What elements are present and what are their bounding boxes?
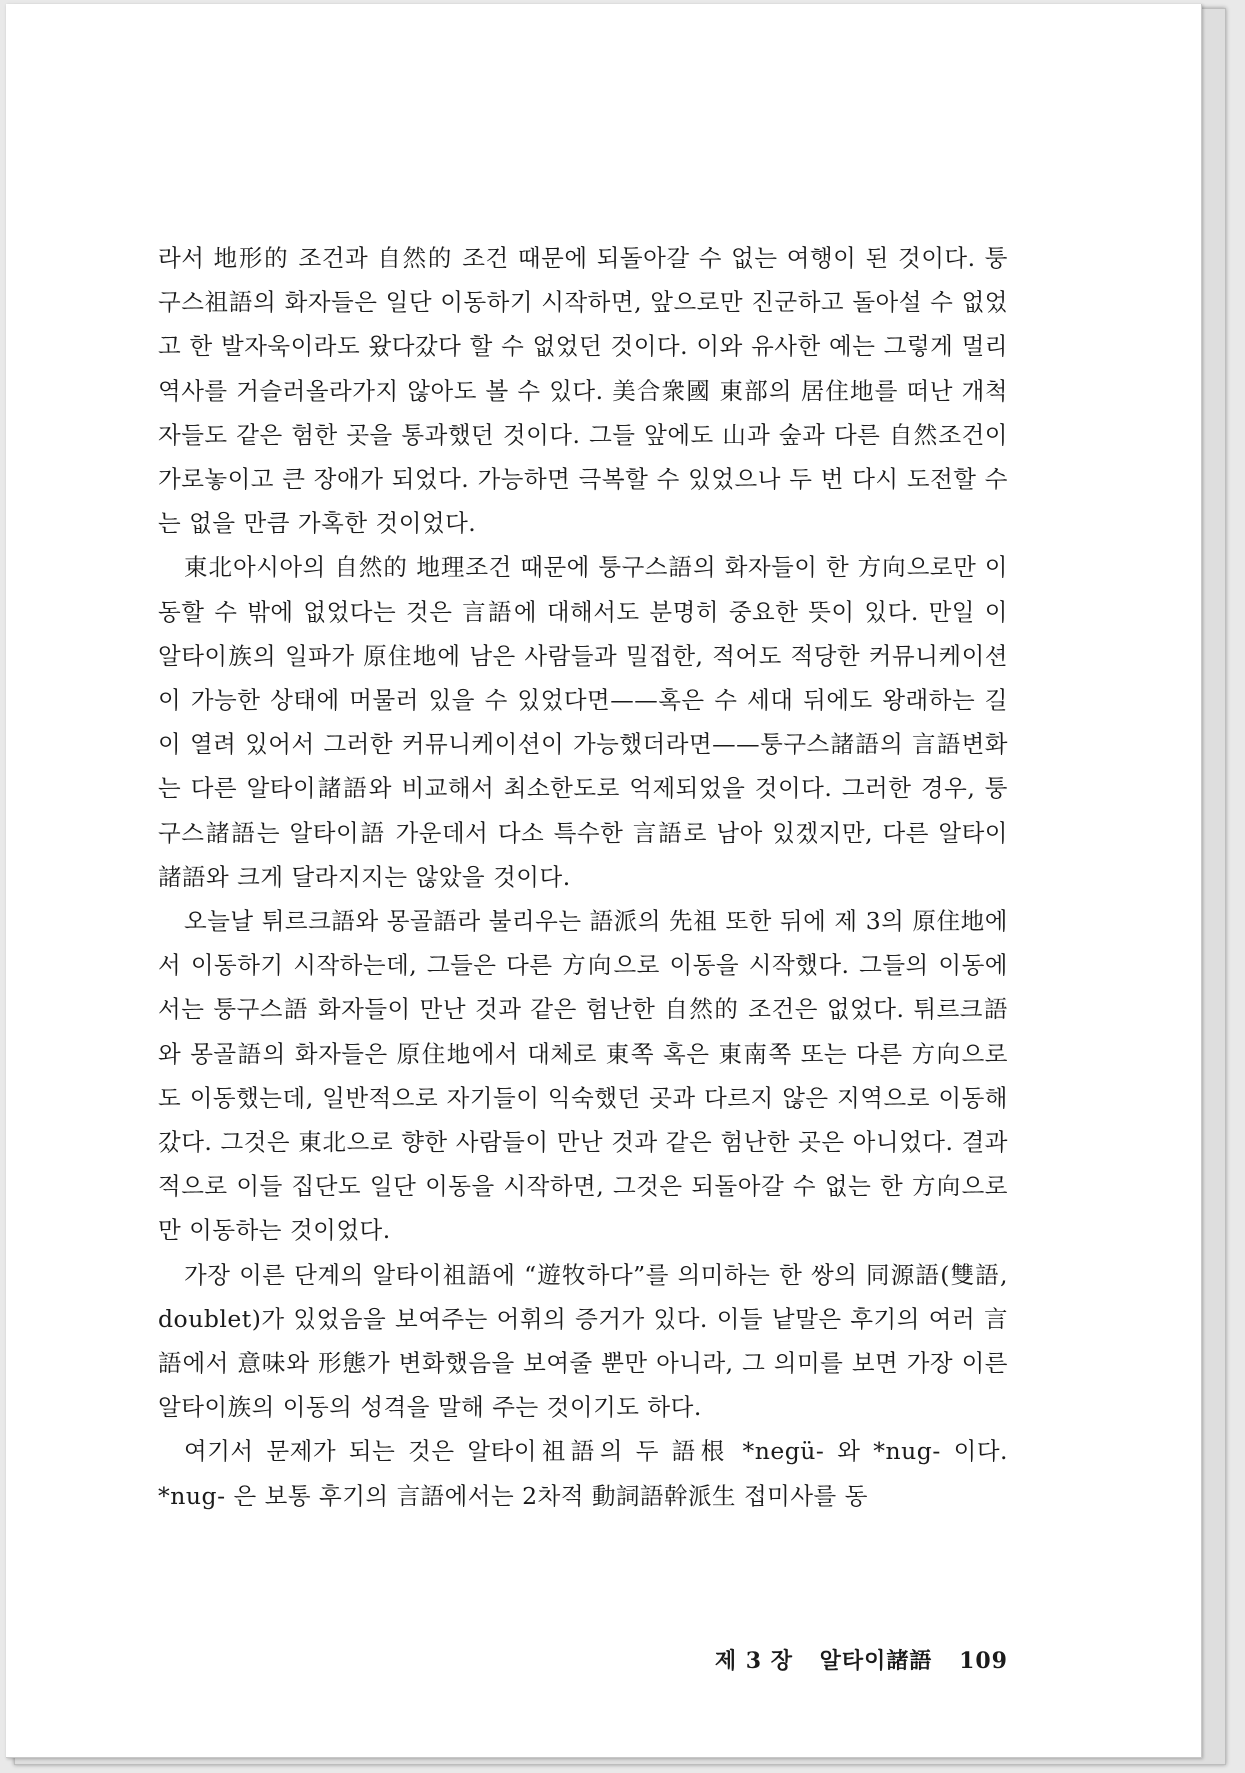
page-number: 109 (959, 1648, 1008, 1674)
running-footer (158, 1644, 1008, 1675)
paragraph-4: 가장 이른 단계의 알타이祖語에 “遊牧하다”를 의미하는 한 쌍의 同源語(雙語, doublet)가 있었음을 보여주는 어휘의 증거가 있다. 이들 낱말은 후기의 여러 言語에서 意味와 形態가 변화했음을 보여줄 뿐만 아니라, 그 의미를 보면 가장 이른 알타이族의 이동의 성격을 말해 주는 것이기도 하다. (158, 1260, 1008, 1422)
paragraph-1: 라서 地形的 조건과 自然的 조건 때문에 되돌아갈 수 없는 여행이 된 것이다. 퉁구스祖語의 화자들은 일단 이동하기 시작하면, 앞으로만 진군하고 돌아설 수 없었고 한 발자욱이라도 왔다갔다 할 수 없었던 것이다. 이와 유사한 예는 그렇게 멀리 역사를 거슬러올라가지 않아도 볼 수 있다. 美合衆國 東部의 居住地를 떠난 개척자들도 같은 험한 곳을 통과했던 것이다. 그들 앞에도 山과 숲과 다른 自然조건이 가로놓이고 큰 장애가 되었다. 가능하면 극복할 수 있었으나 두 번 다시 도전할 수는 없을 만큼 가혹한 것이었다. (158, 244, 1008, 538)
footer-title: 알타이諸語 (819, 1648, 933, 1674)
paragraph-5: 여기서 문제가 되는 것은 알타이祖語의 두 語根 *negü- 와 *nug- 이다. *nug- 은 보통 후기의 言語에서는 2차적 動詞語幹派生 접미사를 동 (158, 1437, 1008, 1510)
paragraph-3: 오늘날 튀르크語와 몽골語라 불리우는 語派의 先祖 또한 뒤에 제 3의 原住地에서 이동하기 시작하는데, 그들은 다른 方向으로 이동을 시작했다. 그들의 이동에서는 퉁구스語 화자들이 만난 것과 같은 험난한 自然的 조건은 없었다. 튀르크語와 몽골語의 화자들은 原住地에서 대체로 東쪽 혹은 東南쪽 또는 다른 方向으로도 이동했는데, 일반적으로 자기들이 익숙했던 곳과 다르지 않은 지역으로 이동해 갔다. 그것은 東北으로 향한 사람들이 만난 것과 같은 험난한 곳은 아니었다. 결과적으로 이들 집단도 일단 이동을 시작하면, 그것은 되돌아갈 수 없는 한 方向으로만 이동하는 것이었다. (158, 907, 1008, 1245)
book-page (6, 4, 1202, 1758)
body-text (158, 236, 1008, 1518)
footer-chapter: 제 3 장 (714, 1648, 793, 1674)
paragraph-2: 東北아시아의 自然的 地理조건 때문에 퉁구스語의 화자들이 한 方向으로만 이동할 수 밖에 없었다는 것은 言語에 대해서도 분명히 중요한 뜻이 있다. 만일 이 알타이族의 일파가 原住地에 남은 사람들과 밀접한, 적어도 적당한 커뮤니케이션이 가능한 상태에 머물러 있을 수 있었다면——혹은 수 세대 뒤에도 왕래하는 길이 열려 있어서 그러한 커뮤니케이션이 가능했더라면——퉁구스諸語의 言語변화는 다른 알타이諸語와 비교해서 최소한도로 억제되었을 것이다. 그러한 경우, 퉁구스諸語는 알타이語 가운데서 다소 특수한 言語로 남아 있겠지만, 다른 알타이諸語와 크게 달라지지는 않았을 것이다. (158, 553, 1008, 891)
